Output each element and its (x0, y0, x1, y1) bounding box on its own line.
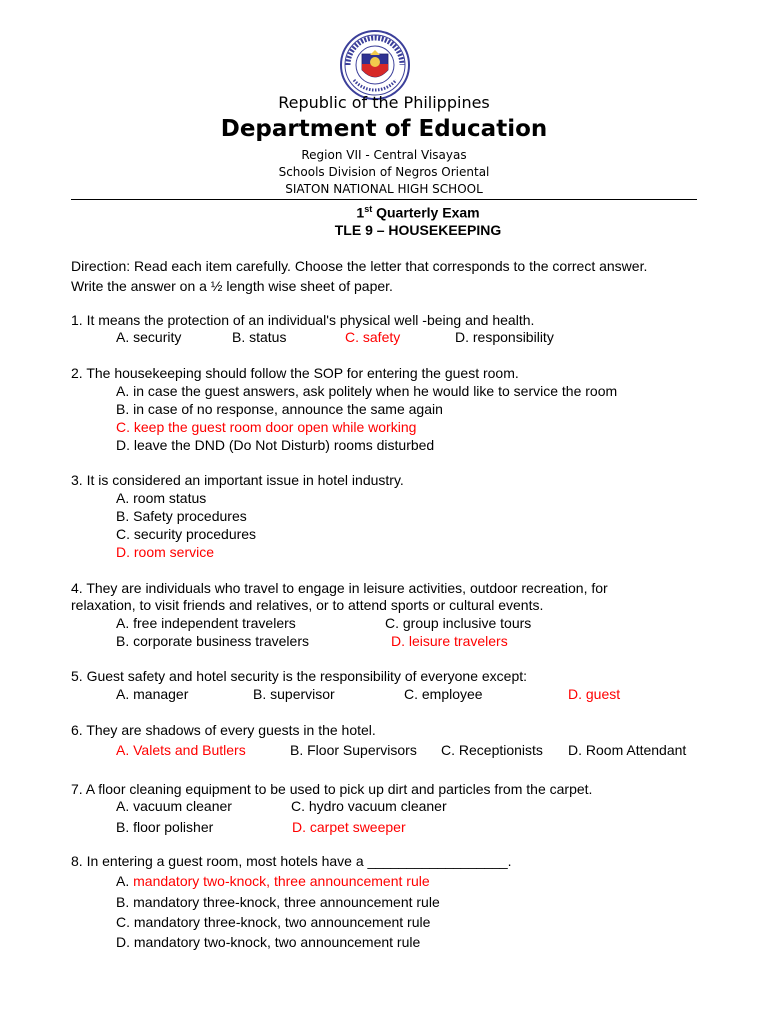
q2-option-d: D. leave the DND (Do Not Disturb) rooms disturbed (116, 437, 435, 453)
direction-line-2: Write the answer on a ½ length wise sheet of paper. (71, 278, 393, 294)
q2-option-a: A. in case the guest answers, ask politely when he would like to service the room (116, 383, 618, 399)
republic-heading: Republic of the Philippines (278, 93, 490, 112)
deped-seal-icon (340, 30, 410, 100)
q7-option-a: A. vacuum cleaner (116, 798, 232, 814)
q1-option-a: A. security (116, 329, 182, 345)
q1-option-c-answer: C. safety (345, 329, 401, 345)
q6-option-c: C. Receptionists (441, 742, 543, 758)
exam-subject: TLE 9 – HOUSEKEEPING (334, 222, 502, 238)
question-3: 3. It is considered an important issue in hotel industry. (71, 472, 404, 488)
q6-option-d: D. Room Attendant (568, 742, 687, 758)
q8-option-c: C. mandatory three-knock, two announcement rule (116, 914, 431, 930)
q8-option-b: B. mandatory three-knock, three announcement rule (116, 894, 440, 910)
q5-option-a: A. manager (116, 686, 189, 702)
q4-option-c: C. group inclusive tours (385, 615, 532, 631)
question-5: 5. Guest safety and hotel security is the responsibility of everyone except: (71, 668, 528, 684)
q8-option-a-answer (116, 873, 430, 889)
q3-option-c: C. security procedures (116, 526, 257, 542)
q4-option-d-answer: D. leisure travelers (391, 633, 508, 649)
q4-option-b: B. corporate business travelers (116, 633, 309, 649)
q3-option-a: A. room status (116, 490, 207, 506)
question-7: 7. A floor cleaning equipment to be used to pick up dirt and particles from the carpet. (71, 781, 593, 797)
question-4-line-1: 4. They are individuals who travel to engage in leisure activities, outdoor recreation, for (71, 580, 608, 596)
q8-option-a-text: mandatory two-knock, three announcement rule (133, 873, 430, 889)
q7-option-c: C. hydro vacuum cleaner (291, 798, 447, 814)
q8-option-d: D. mandatory two-knock, two announcement rule (116, 934, 421, 950)
q3-option-d-answer: D. room service (116, 544, 215, 560)
question-1: 1. It means the protection of an individual's physical well -being and health. (71, 312, 535, 328)
question-2: 2. The housekeeping should follow the SOP for entering the guest room. (71, 365, 519, 381)
q5-option-b: B. supervisor (253, 686, 335, 702)
q8-option-a-letter: A. (116, 873, 134, 889)
q7-option-b: B. floor polisher (116, 819, 214, 835)
q2-option-b: B. in case of no response, announce the same again (116, 401, 443, 417)
header-divider (71, 199, 697, 200)
q5-option-c: C. employee (404, 686, 483, 702)
q1-option-d: D. responsibility (455, 329, 554, 345)
exam-title: 1st Quarterly Exam (356, 204, 480, 221)
school-name: SIATON NATIONAL HIGH SCHOOL (285, 182, 483, 196)
question-4-line-2: relaxation, to visit friends and relatives, or to attend sports or cultural events. (71, 597, 544, 613)
question-8: 8. In entering a guest room, most hotels have a __________________. (71, 853, 512, 869)
direction-line-1: Direction: Read each item carefully. Choose the letter that corresponds to the correct answer. (71, 258, 648, 274)
region-line: Region VII - Central Visayas (301, 148, 467, 162)
q2-option-c-answer: C. keep the guest room door open while working (116, 419, 417, 435)
department-heading: Department of Education (220, 116, 548, 142)
q7-option-d-answer: D. carpet sweeper (292, 819, 406, 835)
q6-option-b: B. Floor Supervisors (290, 742, 417, 758)
q6-option-a-answer: A. Valets and Butlers (116, 742, 246, 758)
q1-option-b: B. status (232, 329, 287, 345)
q4-option-a: A. free independent travelers (116, 615, 296, 631)
question-6: 6. They are shadows of every guests in the hotel. (71, 722, 376, 738)
q5-option-d-answer: D. guest (568, 686, 621, 702)
q3-option-b: B. Safety procedures (116, 508, 247, 524)
division-line: Schools Division of Negros Oriental (278, 165, 490, 179)
